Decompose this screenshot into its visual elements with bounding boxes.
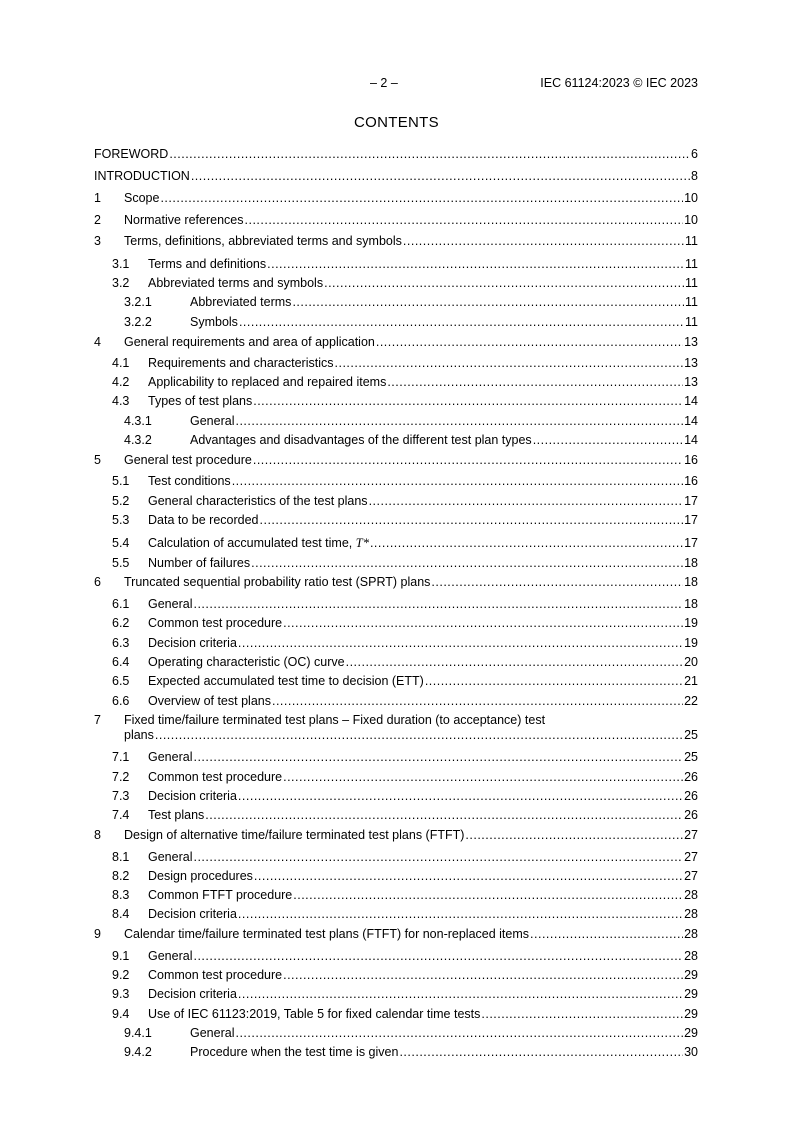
toc-entry-number: 6.3: [112, 636, 130, 650]
toc-entry-number: 4.1: [112, 356, 130, 370]
toc-entry-number: 5: [94, 453, 101, 467]
toc-page-number: 26: [684, 770, 698, 784]
toc-entry-number: 5.2: [112, 494, 130, 508]
toc-entry-text: Applicability to replaced and repaired items: [148, 375, 387, 389]
toc-entry[interactable]: [94, 1006, 698, 1022]
toc-entry[interactable]: [94, 887, 698, 903]
toc-entry-number: 4.3.1: [124, 414, 152, 428]
toc-page-number: 18: [684, 597, 698, 611]
toc-entry-number: 4.3.2: [124, 433, 152, 447]
leader-dots: [376, 334, 683, 350]
leader-dots: [193, 948, 683, 964]
toc-page-number: 19: [684, 636, 698, 650]
toc-entry-text: Symbols: [190, 315, 238, 329]
toc-entry-text: Overview of test plans: [148, 694, 271, 708]
leader-dots: [324, 275, 684, 291]
toc-page-number: 10: [684, 213, 698, 227]
toc-page-number: 17: [684, 494, 698, 508]
toc-entry-number: 6: [94, 575, 101, 589]
leader-dots: [235, 413, 683, 429]
toc-entry-text: Test conditions: [148, 474, 231, 488]
leader-dots: [267, 256, 684, 272]
toc-page-number: 27: [684, 869, 698, 883]
toc-entry[interactable]: [94, 1025, 698, 1041]
toc-entry-text: Terms and definitions: [148, 257, 267, 271]
leader-dots: [260, 512, 684, 528]
leader-dots: [160, 190, 683, 206]
toc-entry-number: 2: [94, 213, 101, 227]
toc-entry-number: 3.2.1: [124, 295, 152, 309]
toc-page-number: 16: [684, 453, 698, 467]
toc-entry-text: Abbreviated terms and symbols: [148, 276, 324, 290]
toc-page-number: 26: [684, 789, 698, 803]
toc-entry-number: 9: [94, 927, 101, 941]
toc-entry[interactable]: [94, 393, 698, 409]
leader-dots: [239, 314, 684, 330]
toc-page-number: 25: [684, 750, 698, 764]
leader-dots: [205, 807, 683, 823]
leader-dots: [238, 986, 683, 1002]
toc-entry-text: Terms, definitions, abbreviated terms and symbols: [124, 234, 402, 248]
toc-entry[interactable]: [94, 275, 698, 291]
toc-page-number: 29: [684, 1007, 698, 1021]
leader-dots: [369, 493, 684, 509]
toc-entry[interactable]: [94, 654, 698, 670]
toc-entry[interactable]: [94, 233, 698, 249]
toc-page-number: 13: [684, 375, 698, 389]
toc-entry[interactable]: [94, 432, 698, 448]
toc-entry-text: Normative references: [124, 213, 244, 227]
leader-dots: [193, 849, 683, 865]
toc-entry-number: 6.1: [112, 597, 130, 611]
toc-page-number: 17: [684, 536, 698, 550]
toc-entry[interactable]: [94, 596, 698, 612]
toc-page-number: 14: [684, 414, 698, 428]
leader-dots: [346, 654, 684, 670]
toc-entry[interactable]: [94, 355, 698, 371]
toc-page-number: 17: [684, 513, 698, 527]
toc-entry[interactable]: [94, 334, 698, 350]
toc-entry-text: Design procedures: [148, 869, 253, 883]
toc-entry[interactable]: [94, 906, 698, 922]
toc-entry-text: Procedure when the test time is given: [190, 1045, 399, 1059]
leader-dots: [283, 967, 683, 983]
toc-entry-number: 6.5: [112, 674, 130, 688]
toc-entry-number: 8.2: [112, 869, 130, 883]
toc-entry-number: 8.1: [112, 850, 130, 864]
toc-entry-text: Common test procedure: [148, 770, 283, 784]
toc-page-number: 11: [685, 315, 698, 329]
toc-entry-text: Decision criteria: [148, 987, 237, 1001]
toc-entry[interactable]: [94, 827, 698, 843]
toc-entry[interactable]: [124, 727, 698, 743]
toc-entry-number: 3.1: [112, 257, 130, 271]
toc-entry-text: Use of IEC 61123:2019, Table 5 for fixed calendar time tests: [148, 1007, 481, 1021]
toc-entry-number: 5.1: [112, 474, 130, 488]
toc-entry-number: 7.4: [112, 808, 130, 822]
toc-page-number: 29: [684, 968, 698, 982]
leader-dots: [253, 452, 683, 468]
leader-dots: [169, 146, 690, 162]
toc-entry-text: General: [190, 414, 235, 428]
toc-entry[interactable]: [94, 212, 698, 228]
leader-dots: [283, 615, 683, 631]
toc-entry[interactable]: [94, 986, 698, 1002]
toc-entry-text: General: [148, 597, 193, 611]
toc-entry-text: Abbreviated terms: [190, 295, 292, 309]
leader-dots: [292, 294, 684, 310]
toc-page-number: 19: [684, 616, 698, 630]
toc-entry[interactable]: [94, 849, 698, 865]
leader-dots: [254, 868, 683, 884]
toc-page-number: 13: [684, 356, 698, 370]
toc-entry[interactable]: [94, 807, 698, 823]
toc-entry-number: 5.4: [112, 536, 130, 550]
toc-entry-number: 5.5: [112, 556, 130, 570]
toc-entry-text: General requirements and area of application: [124, 335, 375, 349]
toc-page-number: 11: [685, 295, 698, 309]
toc-entry[interactable]: [94, 948, 698, 964]
leader-dots: [238, 906, 683, 922]
leader-dots: [283, 769, 683, 785]
toc-entry[interactable]: [94, 294, 698, 310]
leader-dots: [399, 1044, 683, 1060]
leader-dots: [465, 827, 683, 843]
toc-page-number: 14: [684, 433, 698, 447]
toc-page-number: 11: [685, 234, 698, 248]
toc-entry-number: 9.3: [112, 987, 130, 1001]
toc-page-number: 11: [685, 257, 698, 271]
leader-dots: [387, 374, 683, 390]
toc-entry-text: Test plans: [148, 808, 205, 822]
toc-entry-number: 4: [94, 335, 101, 349]
toc-page-number: 22: [684, 694, 698, 708]
symbol-t-star: T*: [355, 536, 369, 550]
toc-entry-text: Expected accumulated test time to decision (ETT): [148, 674, 424, 688]
toc-entry-text: Design of alternative time/failure terminated test plans (FTFT): [124, 828, 465, 842]
toc-entry-text: Decision criteria: [148, 907, 237, 921]
toc-entry-text: General characteristics of the test plans: [148, 494, 368, 508]
toc-entry-number: 4.3: [112, 394, 130, 408]
toc-page-number: 27: [684, 828, 698, 842]
toc-entry-text: Decision criteria: [148, 789, 237, 803]
leader-dots: [193, 596, 683, 612]
toc-entry[interactable]: [94, 512, 698, 528]
toc-page-number: 29: [684, 1026, 698, 1040]
toc-entry-text: INTRODUCTION: [94, 169, 190, 183]
toc-entry-text: Fixed time/failure terminated test plans – Fixed duration (to acceptance) test: [124, 713, 546, 727]
toc-entry-text: Scope: [124, 191, 160, 205]
toc-page-number: 28: [684, 888, 698, 902]
toc-entry[interactable]: [94, 413, 698, 429]
toc-page-number: 30: [684, 1045, 698, 1059]
toc-entry-text: Common test procedure: [148, 616, 283, 630]
toc-entry-number: 9.4.2: [124, 1045, 152, 1059]
leader-dots: [272, 693, 683, 709]
toc-entry[interactable]: [94, 967, 698, 983]
toc-entry[interactable]: [94, 256, 698, 272]
toc-entry-text: Requirements and characteristics: [148, 356, 334, 370]
toc-entry-text-continued: plans: [124, 728, 154, 742]
toc-entry[interactable]: [94, 146, 698, 162]
toc-page-number: 29: [684, 987, 698, 1001]
toc-entry-text: Common test procedure: [148, 968, 283, 982]
toc-entry-number: 9.4.1: [124, 1026, 152, 1040]
leader-dots: [238, 788, 683, 804]
toc-entry-number: 7.2: [112, 770, 130, 784]
toc-entry-text: Data to be recorded: [148, 513, 259, 527]
toc-entry-text: General: [190, 1026, 235, 1040]
page-title: CONTENTS: [354, 114, 439, 131]
toc-page-number: 28: [684, 907, 698, 921]
leader-dots: [253, 393, 683, 409]
toc-entry[interactable]: [94, 190, 698, 206]
toc-entry-number: 6.2: [112, 616, 130, 630]
toc-entry[interactable]: [94, 493, 698, 509]
toc-page-number: 13: [684, 335, 698, 349]
toc-entry-number: 7: [94, 713, 101, 727]
toc-page-number: 18: [684, 556, 698, 570]
leader-dots: [431, 574, 683, 590]
toc-page-number: 16: [684, 474, 698, 488]
leader-dots: [251, 555, 683, 571]
toc-entry-number: 7.3: [112, 789, 130, 803]
toc-entry[interactable]: [94, 788, 698, 804]
toc-page-number: 21: [684, 674, 698, 688]
toc-page-number: 20: [684, 655, 698, 669]
toc-entry-text: FOREWORD: [94, 147, 169, 161]
toc-entry[interactable]: [94, 615, 698, 631]
toc-entry-number: 3.2: [112, 276, 130, 290]
toc-page-number: 8: [691, 169, 698, 183]
toc-entry[interactable]: [94, 168, 698, 184]
toc-entry[interactable]: [94, 673, 698, 689]
toc-entry-number: 3: [94, 234, 101, 248]
leader-dots: [191, 168, 690, 184]
leader-dots: [293, 887, 683, 903]
toc-entry-text: Advantages and disadvantages of the different test plan types: [190, 433, 532, 447]
leader-dots: [235, 1025, 683, 1041]
toc-entry[interactable]: [94, 693, 698, 709]
toc-entry-number: 4.2: [112, 375, 130, 389]
toc-entry-number: 8: [94, 828, 101, 842]
toc-entry[interactable]: [94, 868, 698, 884]
toc-entry[interactable]: [94, 452, 698, 468]
toc-entry-number: 6.6: [112, 694, 130, 708]
toc-entry-text: Types of test plans: [148, 394, 253, 408]
toc-entry-text: Number of failures: [148, 556, 251, 570]
toc-entry[interactable]: [94, 769, 698, 785]
toc-entry[interactable]: [94, 635, 698, 651]
toc-entry-text: General: [148, 949, 193, 963]
toc-entry-number: 6.4: [112, 655, 130, 669]
toc-entry-number: 7.1: [112, 750, 130, 764]
toc-entry-text: General test procedure: [124, 453, 252, 467]
toc-entry[interactable]: [94, 535, 698, 551]
toc-entry-text: Decision criteria: [148, 636, 237, 650]
toc-page-number: 26: [684, 808, 698, 822]
toc-page-number: 28: [684, 927, 698, 941]
toc-entry-text: General: [148, 750, 193, 764]
toc-entry-text: Calendar time/failure terminated test plans (FTFT) for non-replaced items: [124, 927, 530, 941]
leader-dots: [232, 473, 683, 489]
toc-entry-number: 5.3: [112, 513, 130, 527]
toc-entry-number: 1: [94, 191, 101, 205]
toc-entry[interactable]: [94, 473, 698, 489]
toc-entry-text: Calculation of accumulated test time, T*: [148, 536, 369, 550]
toc-entry[interactable]: [94, 926, 698, 942]
toc-page-number: 10: [684, 191, 698, 205]
toc-entry-number: 8.3: [112, 888, 130, 902]
toc-entry[interactable]: [94, 374, 698, 390]
leader-dots: [403, 233, 684, 249]
toc-page-number: 28: [684, 949, 698, 963]
toc-page-number: 6: [691, 147, 698, 161]
toc-entry-number: 8.4: [112, 907, 130, 921]
page-number: – 2 –: [370, 76, 398, 90]
leader-dots: [238, 635, 683, 651]
toc-page-number: 11: [685, 276, 698, 290]
toc-entry[interactable]: [94, 555, 698, 571]
leader-dots: [335, 355, 684, 371]
leader-dots: [533, 432, 683, 448]
toc-entry-number: 3.2.2: [124, 315, 152, 329]
leader-dots: [530, 926, 683, 942]
leader-dots: [245, 212, 684, 228]
toc-entry-number: 9.1: [112, 949, 130, 963]
toc-entry-number: 9.2: [112, 968, 130, 982]
toc-page-number: 25: [684, 728, 698, 742]
toc-page-number: 27: [684, 850, 698, 864]
toc-entry-number: 9.4: [112, 1007, 130, 1021]
document-reference: IEC 61124:2023 © IEC 2023: [540, 76, 698, 90]
leader-dots: [155, 727, 683, 743]
leader-dots: [370, 535, 683, 551]
toc-page-number: 18: [684, 575, 698, 589]
toc-entry-text: Common FTFT procedure: [148, 888, 293, 902]
toc-entry-text: General: [148, 850, 193, 864]
leader-dots: [425, 673, 683, 689]
toc-page-number: 14: [684, 394, 698, 408]
toc-entry-text: Truncated sequential probability ratio test (SPRT) plans: [124, 575, 431, 589]
toc-entry[interactable]: [94, 314, 698, 330]
toc-entry-text: Operating characteristic (OC) curve: [148, 655, 345, 669]
leader-dots: [481, 1006, 683, 1022]
toc-entry[interactable]: [94, 749, 698, 765]
toc-entry[interactable]: [94, 1044, 698, 1060]
leader-dots: [193, 749, 683, 765]
toc-entry[interactable]: [94, 574, 698, 590]
